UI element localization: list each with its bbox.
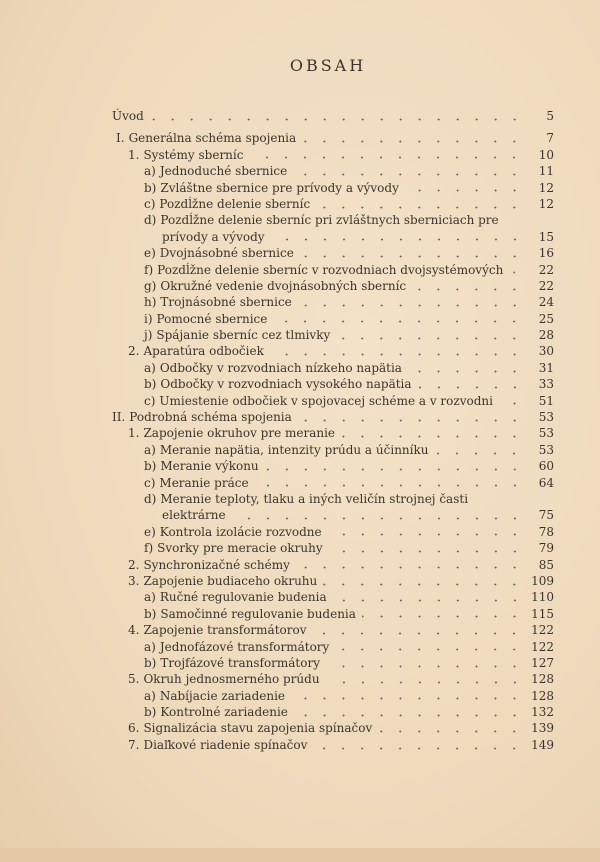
entry-title: Synchronizačné schémy — [143, 557, 290, 572]
entry-number: a) — [144, 442, 156, 457]
page-number: 31 — [538, 360, 554, 375]
page-number: 109 — [531, 573, 554, 588]
entry-title: Diaľkové riadenie spínačov — [143, 737, 308, 752]
page-number: 128 — [531, 688, 554, 703]
dot-leader — [302, 140, 524, 143]
page-number: 12 — [538, 180, 554, 195]
toc-entry — [112, 671, 554, 687]
entry-title-continued: prívody a vývody — [162, 229, 265, 244]
entry-number: b) — [144, 655, 157, 670]
dot-leader — [150, 118, 524, 121]
entry-number: a) — [144, 639, 156, 654]
toc-entry — [112, 720, 554, 736]
toc-entry — [112, 425, 554, 441]
page-number: 15 — [538, 229, 554, 244]
entry-number: 2. — [128, 557, 140, 572]
toc-entry — [112, 130, 554, 146]
entry-number: 6. — [128, 721, 140, 736]
page-number: 12 — [538, 196, 554, 211]
toc-entry — [112, 327, 554, 343]
dot-leader — [270, 353, 524, 356]
toc-entry — [112, 343, 554, 359]
entry-title: Úvod — [112, 109, 144, 123]
entry-number: g) — [144, 278, 157, 293]
entry-number: e) — [144, 246, 156, 261]
entry-title: Zapojenie transformátorov — [143, 623, 307, 638]
toc-entry — [112, 688, 554, 704]
entry-title: Jednoduché sbernice — [159, 164, 288, 179]
dot-leader — [296, 566, 524, 569]
entry-title: Dvojnásobné sbernice — [159, 246, 294, 261]
entry-number: f) — [144, 541, 154, 556]
dot-leader — [255, 484, 524, 487]
entry-number: b) — [144, 377, 157, 392]
dot-leader — [273, 320, 524, 323]
toc-entry — [112, 557, 554, 573]
table-of-contents — [112, 108, 554, 753]
dot-leader — [265, 468, 524, 471]
dot-leader — [323, 583, 524, 586]
page-number: 64 — [538, 475, 554, 490]
page-number: 110 — [531, 590, 554, 605]
entry-number: a) — [144, 688, 156, 703]
dot-leader — [326, 681, 524, 684]
dot-leader — [335, 648, 524, 651]
entry-number: 2. — [128, 344, 140, 359]
page-number: 75 — [538, 508, 554, 523]
page-number: 122 — [531, 623, 554, 638]
dot-leader — [294, 714, 524, 717]
dot-leader — [408, 370, 524, 373]
page-number: 16 — [538, 246, 554, 261]
entry-title: Kontrolné zariadenie — [160, 705, 288, 720]
toc-entry — [112, 573, 554, 589]
entry-number: d) — [144, 213, 157, 228]
page-number: 79 — [538, 541, 554, 556]
entry-title: Meranie práce — [159, 475, 249, 490]
entry-title: Zapojenie okruhov pre meranie — [143, 426, 336, 441]
page-title: OBSAH — [289, 56, 367, 75]
toc-entry — [112, 108, 554, 124]
page-number: 127 — [531, 655, 554, 670]
page-number: 149 — [531, 737, 554, 752]
entry-number: 4. — [128, 623, 140, 638]
entry-number: d) — [144, 491, 157, 506]
toc-entry — [112, 163, 554, 179]
dot-leader — [316, 206, 524, 209]
dot-leader — [271, 238, 524, 241]
page-number: 24 — [538, 295, 554, 310]
entry-title: Jednofázové transformátory — [159, 639, 330, 654]
toc-entry — [112, 491, 554, 507]
page-number: 10 — [538, 147, 554, 162]
dot-leader — [405, 189, 524, 192]
dot-leader — [300, 255, 524, 258]
page-number: 5 — [546, 109, 554, 123]
entry-number: b) — [144, 606, 157, 621]
toc-entry — [112, 229, 554, 245]
toc-entry — [112, 589, 554, 605]
entry-title: Ručné regulovanie budenia — [159, 590, 327, 605]
entry-title: Meranie teploty, tlaku a iných veličín strojnej časti — [160, 491, 469, 506]
page-number: 128 — [531, 672, 554, 687]
toc-entry — [112, 245, 554, 261]
dot-leader — [329, 550, 524, 553]
page-edge — [0, 848, 600, 862]
page-number: 60 — [538, 459, 554, 474]
toc-entry — [112, 458, 554, 474]
toc-entry — [112, 704, 554, 720]
toc-entry — [112, 196, 554, 212]
toc-entry — [112, 606, 554, 622]
page-number: 132 — [531, 705, 554, 720]
dot-leader — [293, 173, 524, 176]
dot-leader — [499, 402, 524, 405]
entry-title: Spájanie sberníc cez tlmivky — [156, 328, 331, 343]
entry-number: c) — [144, 475, 156, 490]
toc-entry — [112, 507, 554, 523]
dot-leader — [298, 419, 524, 422]
entry-title: Okružné vedenie dvojnásobných sberníc — [160, 278, 407, 293]
page-number: 122 — [531, 639, 554, 654]
entry-number: 1. — [128, 426, 140, 441]
entry-number: a) — [144, 360, 156, 375]
entry-title: Podrobná schéma spojenia — [129, 410, 292, 425]
entry-number: 1. — [128, 147, 140, 162]
entry-title: Okruh jednosmerného prúdu — [143, 672, 320, 687]
toc-entry — [112, 622, 554, 638]
dot-leader — [341, 435, 524, 438]
dot-leader — [298, 304, 524, 307]
dot-leader — [434, 452, 524, 455]
entry-title: Generálna schéma spojenia — [128, 131, 297, 146]
entry-title: Pozdĺžne delenie sberníc v rozvodniach dvojsystémových — [157, 262, 504, 277]
entry-number: f) — [144, 262, 154, 277]
dot-leader — [333, 599, 524, 602]
toc-entry — [112, 147, 554, 163]
entry-number: i) — [144, 311, 153, 326]
entry-number: b) — [144, 180, 157, 195]
dot-leader — [336, 337, 524, 340]
toc-entry — [112, 262, 554, 278]
toc-entry — [112, 278, 554, 294]
page-number: 22 — [538, 262, 554, 277]
page-number: 22 — [538, 278, 554, 293]
dot-leader — [326, 665, 524, 668]
toc-entry — [112, 376, 554, 392]
dot-leader — [312, 632, 524, 635]
entry-title: Trojfázové transformátory — [160, 655, 320, 670]
entry-number: a) — [144, 590, 156, 605]
dot-leader — [249, 156, 524, 159]
toc-entry — [112, 524, 554, 540]
entry-title: Signalizácia stavu zapojenia spínačov — [143, 721, 373, 736]
entry-title: Nabíjacie zariadenie — [159, 688, 286, 703]
entry-title-continued: elektrárne — [162, 508, 226, 523]
entry-title: Umiestenie odbočiek v spojovacej schéme a v rozvodni — [159, 393, 493, 408]
entry-title: Odbočky v rozvodniach vysokého napätia — [160, 377, 412, 392]
toc-entry — [112, 180, 554, 196]
entry-number: 5. — [128, 672, 140, 687]
dot-leader — [313, 747, 524, 750]
page-number: 11 — [538, 164, 554, 179]
toc-entry — [112, 212, 554, 228]
toc-entry — [112, 409, 554, 425]
page-number: 85 — [538, 557, 554, 572]
entry-number: 3. — [128, 573, 140, 588]
dot-leader — [418, 386, 524, 389]
toc-entry — [112, 475, 554, 491]
page-number: 25 — [538, 311, 554, 326]
dot-leader — [362, 615, 524, 618]
page-number: 7 — [546, 131, 554, 146]
entry-number: j) — [144, 328, 153, 343]
entry-title: Zvláštne sbernice pre prívody a vývody — [160, 180, 399, 195]
entry-number: 7. — [128, 737, 140, 752]
page-number: 78 — [538, 524, 554, 539]
dot-leader — [412, 288, 524, 291]
entry-title: Kontrola izolácie rozvodne — [159, 524, 322, 539]
entry-title: Samočinné regulovanie budenia — [160, 606, 356, 621]
entry-title: Meranie výkonu — [160, 459, 259, 474]
dot-leader — [378, 730, 524, 733]
page-number: 53 — [538, 426, 554, 441]
entry-title: Zapojenie budiaceho okruhu — [143, 573, 318, 588]
page-number: 33 — [538, 377, 554, 392]
toc-entry — [112, 655, 554, 671]
entry-number: a) — [144, 164, 156, 179]
entry-title: Meranie napätia, intenzity prúdu a účinníku — [159, 442, 429, 457]
toc-entry — [112, 311, 554, 327]
dot-leader — [509, 271, 524, 274]
toc-entry — [112, 294, 554, 310]
entry-number: h) — [144, 295, 157, 310]
entry-title: Pomocné sbernice — [156, 311, 268, 326]
toc-entry — [112, 737, 554, 753]
page-number: 53 — [538, 442, 554, 457]
entry-number: b) — [144, 705, 157, 720]
entry-number: I. — [116, 131, 125, 146]
entry-title: Systémy sberníc — [143, 147, 244, 162]
page-number: 30 — [538, 344, 554, 359]
entry-title: Svorky pre meracie okruhy — [157, 541, 323, 556]
page-number: 28 — [538, 328, 554, 343]
entry-number: e) — [144, 524, 156, 539]
entry-title: Odbočky v rozvodniach nízkeho napätia — [159, 360, 402, 375]
page-number: 139 — [531, 721, 554, 736]
entry-number: II. — [112, 410, 126, 425]
toc-entry — [112, 360, 554, 376]
entry-title: Trojnásobné sbernice — [160, 295, 292, 310]
page-number: 51 — [538, 393, 554, 408]
toc-entry — [112, 639, 554, 655]
entry-title: Pozdĺžne delenie sberníc pri zvláštnych sberniciach pre — [160, 213, 499, 228]
entry-number: b) — [144, 459, 157, 474]
dot-leader — [232, 517, 524, 520]
entry-number: c) — [144, 393, 156, 408]
dot-leader — [291, 697, 524, 700]
entry-number: c) — [144, 196, 156, 211]
toc-entry — [112, 393, 554, 409]
toc-entry — [112, 540, 554, 556]
page-number: 115 — [531, 606, 554, 621]
entry-title: Aparatúra odbočiek — [143, 344, 264, 359]
toc-entry — [112, 442, 554, 458]
entry-title: Pozdĺžne delenie sberníc — [159, 196, 311, 211]
dot-leader — [328, 533, 524, 536]
page-number: 53 — [538, 410, 554, 425]
